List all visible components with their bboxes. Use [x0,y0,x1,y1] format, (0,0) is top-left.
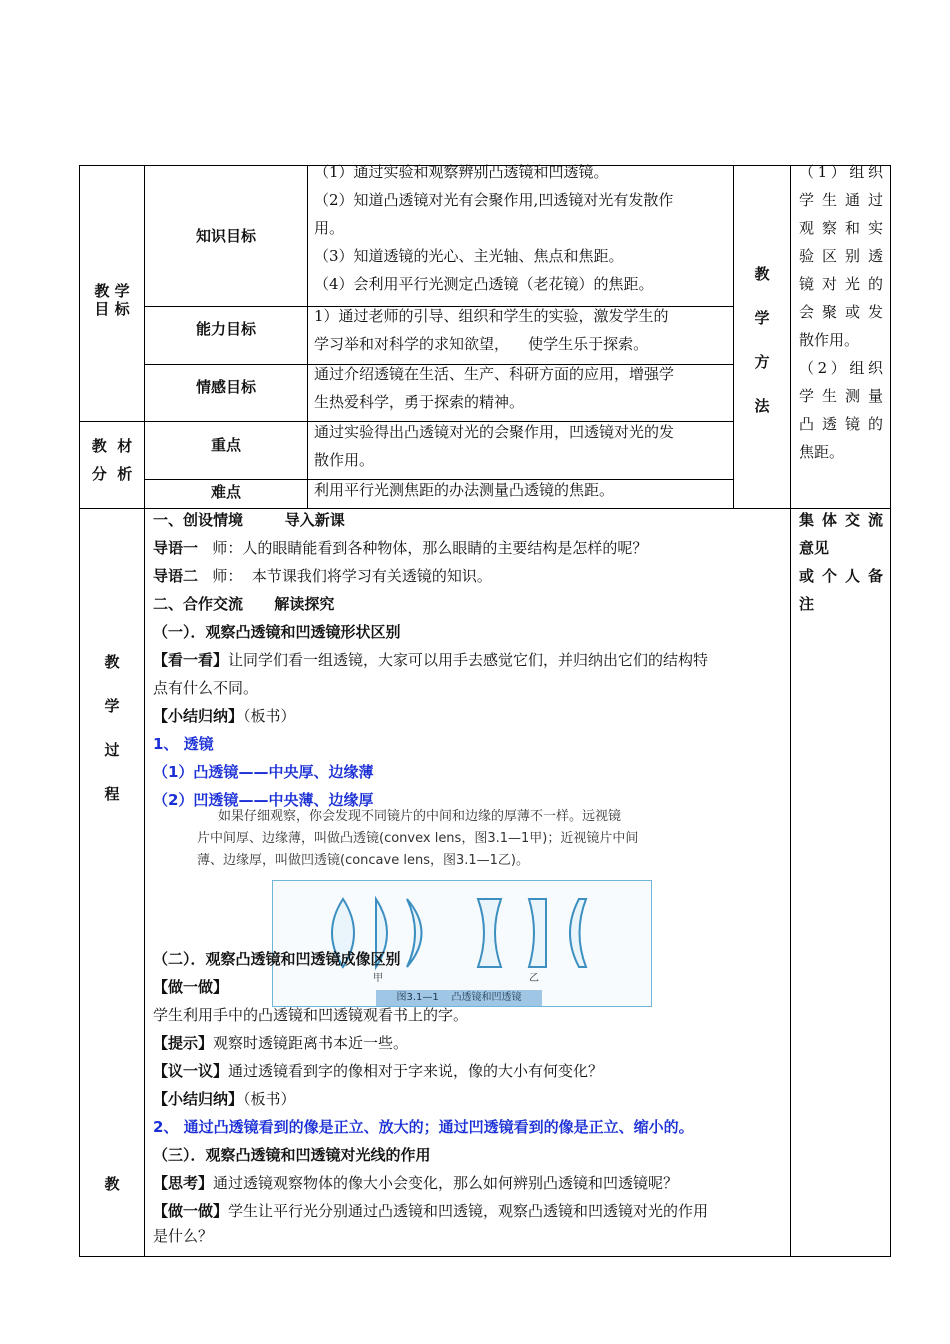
knowledge-item: 用。 [314,219,345,237]
look-text-cont: 点有什么不同。 [153,679,259,697]
side-notes [799,506,883,618]
method-line: （1）组织 [799,163,883,181]
lens-convex: （1）凸透镜——中央厚、边缘薄 [153,763,374,781]
process-bottom-char: 教 [104,1175,120,1193]
emotion-text [314,360,729,416]
method-line: （2）组织 [799,359,883,377]
do2-text: 学生让平行光分别通过凸透镜和凹透镜，观察凸透镜和凹透镜对光的作用 [228,1202,709,1220]
objectives-label [80,282,144,318]
knowledge-item: （3）知道透镜的光心、主光轴、焦点和焦距。 [314,247,624,265]
ability-text [314,302,729,358]
lens-figure-drawing [273,881,651,1006]
look-paragraph [153,646,708,674]
hint [153,1029,408,1057]
difficult-point-label: 难点 [210,483,241,501]
key-point-label: 重点 [210,436,241,454]
emotion-line: 生热爱科学，勇于探索的精神。 [314,393,525,411]
table-border-bottom [79,1256,891,1257]
method-label-char: 学 [754,309,770,327]
key-point-line: 通过实验得出凸透镜对光的会聚作用，凹透镜对光的发 [314,423,675,441]
method-line: 观察和实 [799,219,883,237]
emotion-label: 情感目标 [195,378,256,396]
ability-line: 1）通过老师的引导、组织和学生的实验，激发学生的 [314,307,669,325]
summary2-label: 【小结归纳】 [153,1090,244,1108]
hint-label: 【提示】 [153,1034,214,1052]
do-text: 学生利用手中的凸透镜和凹透镜观看书上的字。 [153,1006,469,1024]
method-line: 学生通过 [799,191,883,209]
method-label-char: 教 [754,265,770,283]
part1-title: （一）．观察凸透镜和凹透镜形状区别 [153,623,401,641]
method-text [799,158,883,466]
side-note-line: 注 [799,595,815,613]
think-text: 通过透镜观察物体的像大小会变化，那么如何辨别凸透镜和凹透镜呢？ [213,1174,679,1192]
method-line: 镜对光的 [799,275,883,293]
col-divider [790,165,791,1257]
knowledge-item: （1）通过实验和观察辨别凸透镜和凹透镜。 [314,163,609,181]
method-line: 焦距。 [799,443,845,461]
table-border-right [890,165,891,1257]
emotion-line: 通过介绍透镜在生活、生产、科研方面的应用，增强学 [314,365,675,383]
process-label-char: 学 [104,697,120,715]
do2 [153,1197,708,1225]
intro1 [153,534,647,562]
intro2-label: 导语二 [153,567,199,585]
intro1-label: 导语一 [153,539,199,557]
side-note-line: 意见 [799,539,830,557]
process-label-char: 过 [104,741,120,759]
intro2 [153,562,492,590]
textbook-excerpt-line: 片中间厚、边缘薄，叫做凸透镜(convex lens，图3.1—1甲)；近视镜片中间 [197,831,639,846]
intro1-text: 师：人的眼睛能看到各种物体，那么眼睛的主要结构是怎样的呢？ [198,539,648,557]
method-label-char: 法 [754,397,770,415]
ability-line: 学习举和对科学的求知欲望， 使学生乐于探索。 [314,335,649,353]
biconcave-lens [478,899,501,967]
hint-text: 观察时透镜距离书本近一些。 [213,1034,409,1052]
difficult-point-text: 利用平行光测焦距的办法测量凸透镜的焦距。 [314,481,615,499]
objectives-label-line: 目 标 [94,300,130,318]
conclusion2: 2、 通过凸透镜看到的像是正立、放大的；通过凹透镜看到的像是正立、缩小的。 [153,1118,694,1136]
knowledge-label: 知识目标 [195,227,256,245]
figure-label-b: 乙 [529,973,539,984]
summary2 [153,1085,296,1113]
side-note-line: 或个人备 [799,567,883,585]
summary2-note: （板书） [243,1090,296,1108]
meniscus-concave-lens [570,899,586,967]
meniscus-convex-lens [407,899,422,967]
key-point-line: 散作用。 [314,451,375,469]
look-label: 【看一看】 [153,651,229,669]
do2-text-cont: 是什么？ [153,1227,214,1245]
lens-title: 1、 透镜 [153,735,214,753]
textbook-excerpt-line: 如果仔细观察，你会发现不同镜片的中间和边缘的厚薄不一样。远视镜 [218,809,622,824]
do2-label: 【做一做】 [153,1202,229,1220]
method-line: 凸透镜的 [799,415,883,433]
intro2-text: 师： 本节课我们将学习有关透镜的知识。 [198,567,492,585]
side-note-line: 集体交流 [799,511,883,529]
method-line: 会聚或发 [799,303,883,321]
knowledge-item: （4）会利用平行光测定凸透镜（老花镜）的焦距。 [314,275,654,293]
method-line: 学生测量 [799,387,883,405]
think-label: 【思考】 [153,1174,214,1192]
process-label-char: 程 [104,785,120,803]
key-point-text [314,418,729,474]
knowledge-item: （2）知道凸透镜对光有会聚作用,凹透镜对光有发散作 [314,191,674,209]
col-divider [307,165,308,509]
part2-title: （二）．观察凸透镜和凹透镜成像区别 [153,950,401,968]
lens-figure [272,880,652,1007]
knowledge-items [314,158,729,298]
method-line: 验区别透 [799,247,883,265]
summary1-label: 【小结归纳】 [153,707,244,725]
section2-title: 二、合作交流 解读探究 [153,595,335,613]
analysis-label-line: 分 析 [91,465,133,483]
process-label [80,640,144,816]
lens-concave: （2）凹透镜——中央薄、边缘厚 [153,791,374,809]
method-label [734,252,790,428]
method-line: 散作用。 [799,331,860,349]
objectives-label-line: 教 学 [94,282,130,300]
discuss-text: 通过透镜看到字的像相对于字来说，像的大小有何变化？ [228,1062,604,1080]
figure-caption: 图3.1—1 凸透镜和凹透镜 [376,990,542,1006]
summary1-note: （板书） [243,707,296,725]
textbook-excerpt-line: 薄、边缘厚，叫做凹透镜(concave lens，图3.1—1乙)。 [197,853,529,868]
process-label-char: 教 [104,653,120,671]
look-text: 让同学们看一组透镜，大家可以用手去感觉它们，并归纳出它们的结构特 [228,651,709,669]
figure-label-a: 甲 [373,973,383,984]
section1-title: 一、创设情境 导入新课 [153,511,345,529]
method-label-char: 方 [754,353,770,371]
analysis-label-line: 教 材 [91,437,133,455]
discuss [153,1057,603,1085]
think [153,1169,678,1197]
do-label: 【做一做】 [153,978,229,996]
plano-concave-lens [529,899,546,967]
summary1 [153,702,296,730]
analysis-label [80,432,144,488]
discuss-label: 【议一议】 [153,1062,229,1080]
part3-title: （三）．观察凸透镜和凹透镜对光线的作用 [153,1146,431,1164]
ability-label: 能力目标 [195,320,256,338]
concave-lenses [478,899,586,967]
